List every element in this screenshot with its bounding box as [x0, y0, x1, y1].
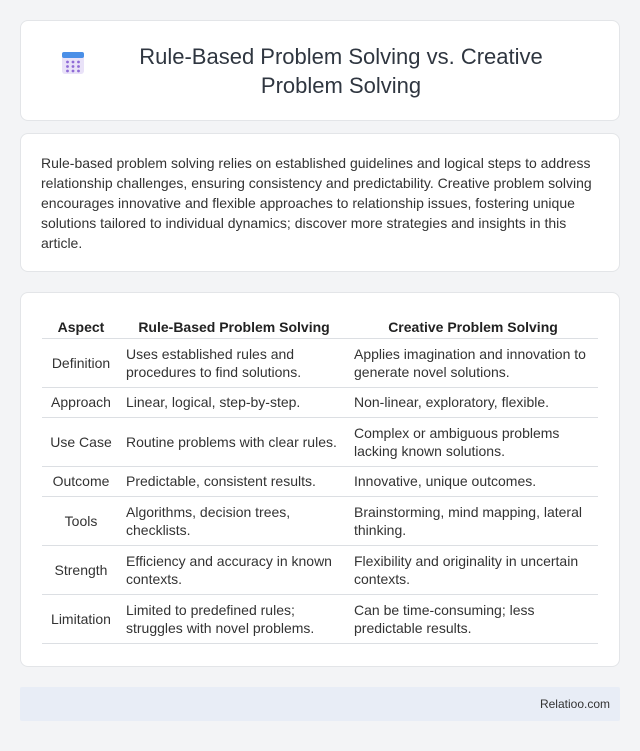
- aspect-cell: Approach: [42, 387, 120, 417]
- aspect-cell: Outcome: [42, 466, 120, 496]
- rule-based-cell: Efficiency and accuracy in known contexts.: [120, 545, 348, 594]
- comparison-card: [20, 292, 620, 667]
- calendar-icon: [61, 50, 85, 76]
- header-rule-based: Rule-Based Problem Solving: [120, 314, 348, 338]
- creative-cell: Brainstorming, mind mapping, lateral thinking.: [348, 496, 598, 545]
- rule-based-cell: Routine problems with clear rules.: [120, 417, 348, 466]
- footer-brand: Relatioo.com: [539, 697, 610, 711]
- header-aspect: Aspect: [42, 314, 120, 338]
- header-creative: Creative Problem Solving: [348, 314, 598, 338]
- aspect-cell: Tools: [42, 496, 120, 545]
- rule-based-cell: Limited to predefined rules; struggles with novel problems.: [120, 594, 348, 643]
- title-card: [20, 20, 620, 121]
- comparison-table: [42, 314, 598, 644]
- table-row: [42, 496, 598, 545]
- creative-cell: Applies imagination and innovation to generate novel solutions.: [348, 338, 598, 387]
- table-header-row: [42, 314, 598, 338]
- aspect-cell: Definition: [42, 338, 120, 387]
- creative-cell: Flexibility and originality in uncertain contexts.: [348, 545, 598, 594]
- intro-paragraph: Rule-based problem solving relies on established guidelines and logical steps to address relationship challenges, ensuring consistency and predictability. Creative problem solving encourages innovative and flexible approaches to relationship issues, fostering unique solutions tailored to individual dynamics; discover more strategies and insights in this article.: [41, 155, 592, 251]
- table-row: [42, 417, 598, 466]
- creative-cell: Complex or ambiguous problems lacking known solutions.: [348, 417, 598, 466]
- rule-based-cell: Algorithms, decision trees, checklists.: [120, 496, 348, 545]
- aspect-cell: Limitation: [42, 594, 120, 643]
- rule-based-cell: Uses established rules and procedures to find solutions.: [120, 338, 348, 387]
- rule-based-cell: Linear, logical, step-by-step.: [120, 387, 348, 417]
- table-row: [42, 594, 598, 643]
- aspect-cell: Strength: [42, 545, 120, 594]
- table-row: [42, 387, 598, 417]
- table-row: [42, 338, 598, 387]
- table-row: [42, 466, 598, 496]
- intro-card: [20, 133, 620, 272]
- aspect-cell: Use Case: [42, 417, 120, 466]
- creative-cell: Innovative, unique outcomes.: [348, 466, 598, 496]
- creative-cell: Non-linear, exploratory, flexible.: [348, 387, 598, 417]
- creative-cell: Can be time-consuming; less predictable results.: [348, 594, 598, 643]
- rule-based-cell: Predictable, consistent results.: [120, 466, 348, 496]
- footer: [20, 687, 620, 721]
- table-row: [42, 545, 598, 594]
- page-title: Rule-Based Problem Solving vs. Creative Problem Solving: [139, 43, 543, 98]
